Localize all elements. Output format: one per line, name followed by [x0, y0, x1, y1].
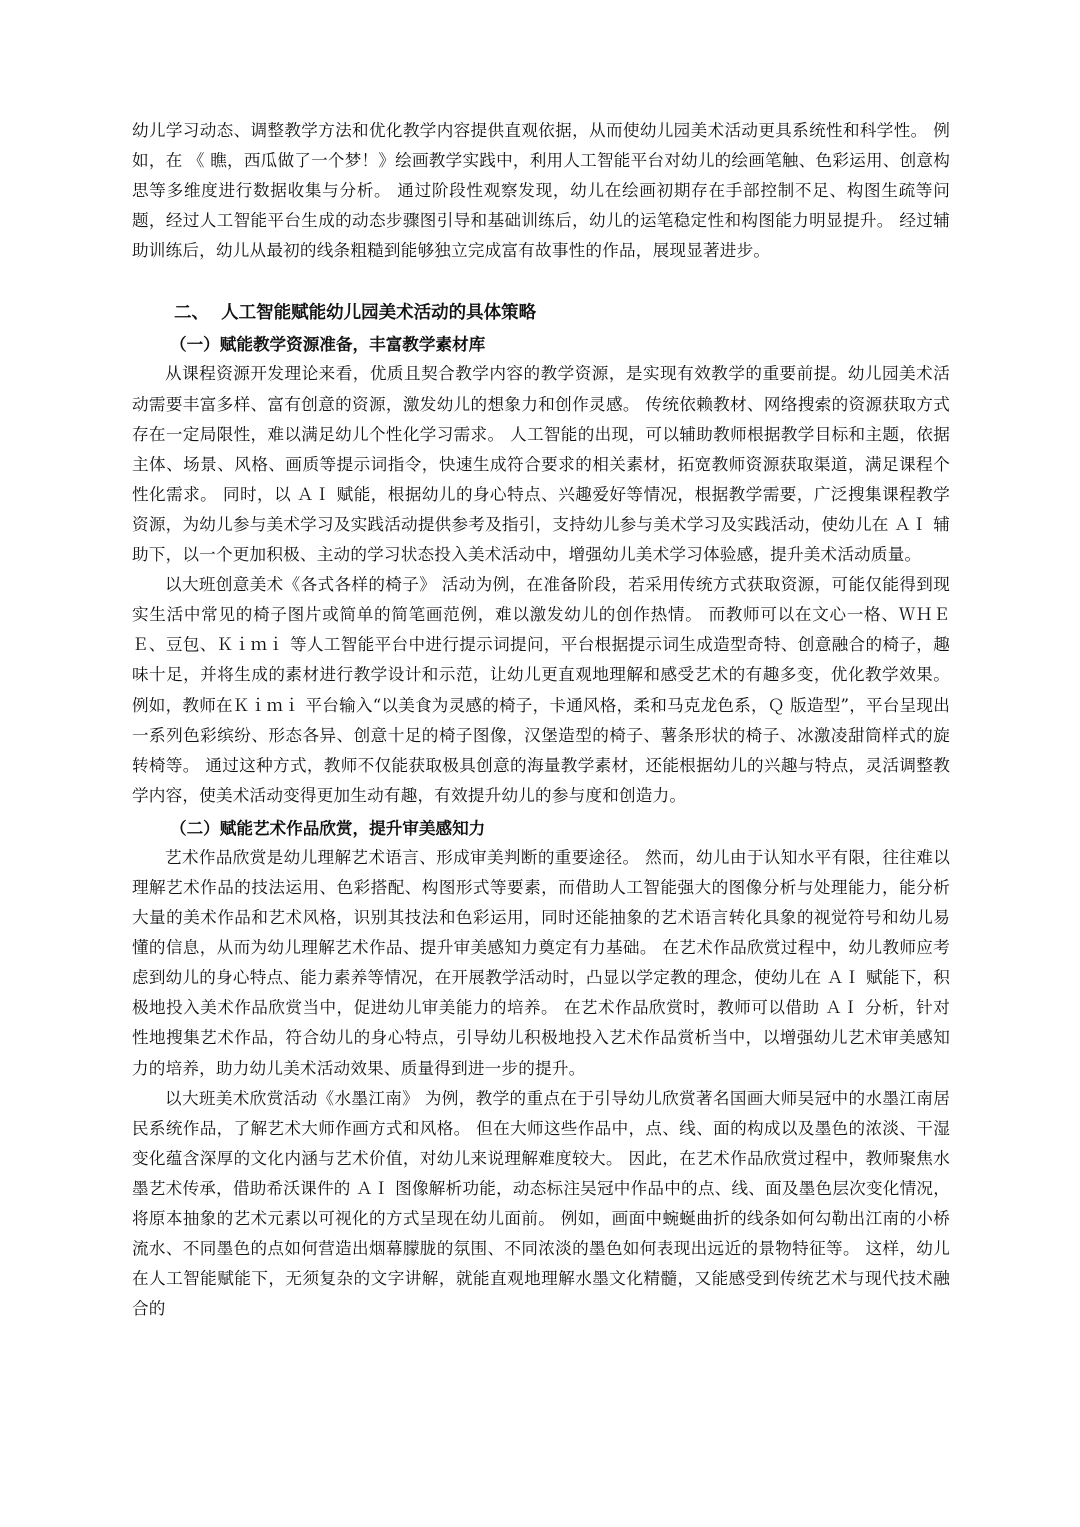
subsection-2-paragraph-2: 以大班美术欣赏活动《水墨江南》 为例，教学的重点在于引导幼儿欣赏著名国画大师吴冠中的水墨江南居民系统作品，了解艺术大师作画方式和风格。 但在大师这些作品中，点、线、面的构成以及墨色的浓淡、干湿变化蕴含深厚的文化内涵与艺术价值，对幼儿来说理解难度较大。 因此，在艺术作品欣赏过程中，教师聚焦水墨艺术传承，借助希沃课件的 ＡＩ 图像解析功能，动态标注吴冠中作品中的点、线、面及墨色层次变化情况，将原本抽象的艺术元素以可视化的方式呈现在幼儿面前。 例如，画面中蜿蜒曲折的线条如何勾勒出江南的小桥流水、不同墨色的点如何营造出烟幕朦胧的氛围、不同浓淡的墨色如何表现出远近的景物特征等。 这样，幼儿在人工智能赋能下，无须复杂的文字讲解，就能直观地理解水墨文化精髓，又能感受到传统艺术与现代技术融合的 — [132, 1088, 950, 1319]
subsection-2-paragraph-1: 艺术作品欣赏是幼儿理解艺术语言、形成审美判断的重要途径。 然而，幼儿由于认知水平有限，往往难以理解艺术作品的技法运用、色彩搭配、构图形式等要素，而借助人工智能强大的图像分析与处理能力，能分析大量的美术作品和艺术风格，识别其技法和色彩运用，同时还能抽象的艺术语言转化具象的视觉符号和幼儿易懂的信息，从而为幼儿理解艺术作品、提升审美感知力奠定有力基础。 在艺术作品欣赏过程中，幼儿教师应考虑到幼儿的身心特点、能力素养等情况，在开展教学活动时，凸显以学定教的理念，使幼儿在 ＡＩ 赋能下，积极地投入美术作品欣赏当中，促进幼儿审美能力的培养。 在艺术作品欣赏时，教师可以借助 ＡＩ 分析，针对性地搜集艺术作品，符合幼儿的身心特点，引导幼儿积极地投入艺术作品赏析当中，以增强幼儿艺术审美感知力的培养，助力幼儿美术活动效果、质量得到进一步的提升。 — [132, 847, 950, 1078]
document-page — [132, 116, 950, 1324]
subsection-1-heading: （一）赋能教学资源准备，丰富教学素材库 — [170, 334, 486, 355]
subsection-1-paragraph-1: 从课程资源开发理论来看，优质且契合教学内容的教学资源，是实现有效教学的重要前提。幼儿园美术活动需要丰富多样、富有创意的资源，激发幼儿的想象力和创作灵感。 传统依赖教材、网络搜索的资源获取方式存在一定局限性，难以满足幼儿个性化学习需求。 人工智能的出现，可以辅助教师根据教学目标和主题，依据主体、场景、风格、画质等提示词指令，快速生成符合要求的相关素材，拓宽教师资源获取渠道，满足课程个性化需求。 同时，以 ＡＩ 赋能，根据幼儿的身心特点、兴趣爱好等情况，根据教学需要，广泛搜集课程教学资源，为幼儿参与美术学习及实践活动提供参考及指引，支持幼儿参与美术学习及实践活动，使幼儿在 ＡＩ 辅助下，以一个更加积极、主动的学习状态投入美术活动中，增强幼儿美术学习体验感，提升美术活动质量。 — [132, 364, 950, 565]
subsection-2-heading: （二）赋能艺术作品欣赏，提升审美感知力 — [170, 817, 486, 838]
intro-paragraph: 幼儿学习动态、调整教学方法和优化教学内容提供直观依据，从而使幼儿园美术活动更具系统性和科学性。 例如，在 《 瞧，西瓜做了一个梦！》绘画教学实践中，利用人工智能平台对幼儿的绘画笔触、色彩运用、创意构思等多维度进行数据收集与分析。 通过阶段性观察发现，幼儿在绘画初期存在手部控制不足、构图生疏等问题，经过人工智能平台生成的动态步骤图引导和基础训练后，幼儿的运笔稳定性和构图能力明显提升。 经过辅助训练后，幼儿从最初的线条粗糙到能够独立完成富有故事性的作品，展现显著进步。 — [132, 121, 950, 261]
section-heading: 二、 人工智能赋能幼儿园美术活动的具体策略 — [174, 303, 537, 324]
subsection-1-paragraph-2: 以大班创意美术《各式各样的椅子》 活动为例，在准备阶段，若采用传统方式获取资源，可能仅能得到现实生活中常见的椅子图片或简单的简笔画范例，难以激发幼儿的创作热情。 而教师可以在文心一格、ＷＨＥＥ、豆包、Ｋｉｍｉ 等人工智能平台中进行提示词提问，平台根据提示词生成造型奇特、创意融合的椅子，趣味十足，并将生成的素材进行教学设计和示范，让幼儿更直观地理解和感受艺术的有趣多变，优化教学效果。 例如，教师在Ｋｉｍｉ 平台输入“以美食为灵感的椅子，卡通风格，柔和马克龙色系，Ｑ 版造型”，平台呈现出一系列色彩缤纷、形态各异、创意十足的椅子图像，汉堡造型的椅子、薯条形状的椅子、冰激凌甜筒样式的旋转椅等。 通过这种方式，教师不仅能获取极具创意的海量教学素材，还能根据幼儿的兴趣与特点，灵活调整教学内容，使美术活动变得更加生动有趣，有效提升幼儿的参与度和创造力。 — [132, 575, 950, 805]
